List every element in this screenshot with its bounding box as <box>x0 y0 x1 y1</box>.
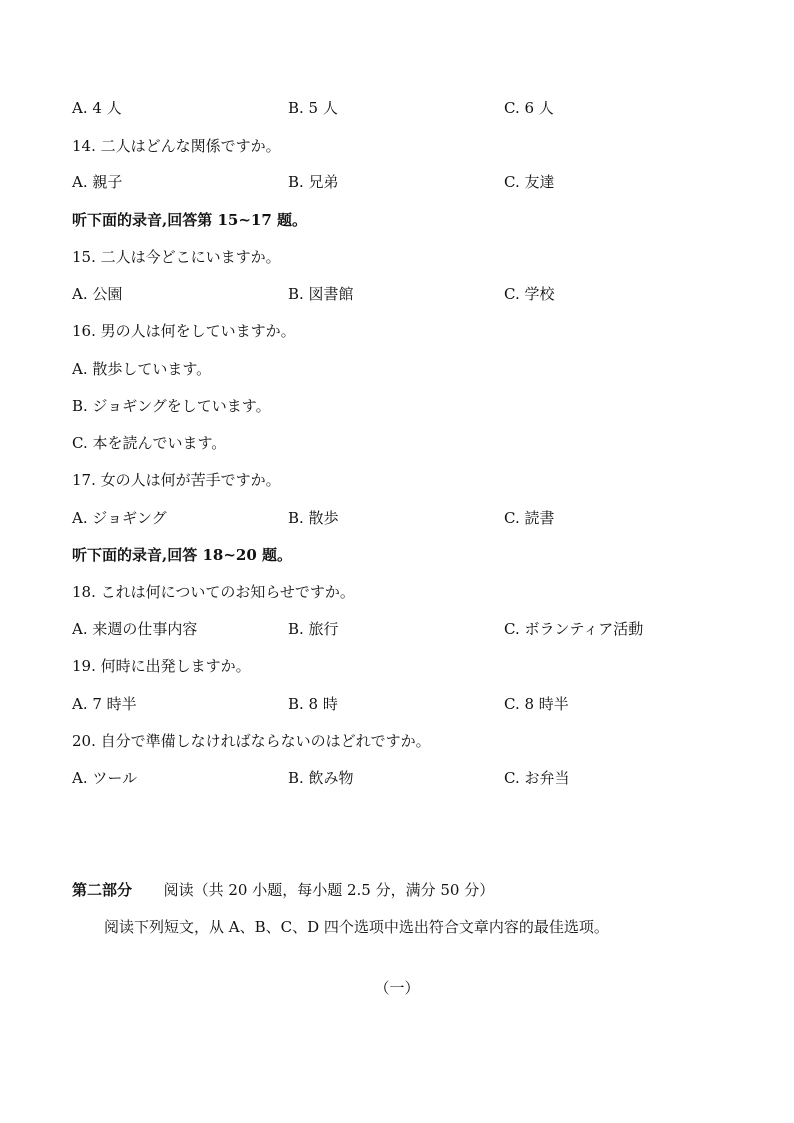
answer-option: A. 来週の仕事内容 <box>72 620 198 638</box>
answer-option: C. 6 人 <box>504 99 554 117</box>
answer-option: C. 友達 <box>504 173 555 191</box>
question-text: 18. これは何についてのお知らせですか。 <box>72 583 355 601</box>
question-text: 17. 女の人は何が苦手ですか。 <box>72 471 281 489</box>
section-instruction: 阅读下列短文，从 A、B、C、D 四个选项中选出符合文章内容的最佳选项。 <box>104 918 609 936</box>
section-header <box>72 880 494 900</box>
answer-option: C. 読書 <box>504 509 555 527</box>
answer-option: A. 親子 <box>72 173 123 191</box>
question-text: 15. 二人は今どこにいますか。 <box>72 248 281 266</box>
section-subtitle: 阅读（共 20 小题，每小题 2.5 分，满分 50 分） <box>163 881 495 899</box>
listening-instruction: 听下面的录音,回答第 15~17 题。 <box>72 211 307 229</box>
question-text: B. ジョギングをしています。 <box>72 397 271 415</box>
answer-option: C. お弁当 <box>504 769 570 787</box>
answer-option: C. ボランティア活動 <box>504 620 644 638</box>
answer-option: C. 学校 <box>504 285 555 303</box>
question-text: 14. 二人はどんな関係ですか。 <box>72 137 281 155</box>
question-text: 20. 自分で準備しなければならないのはどれですか。 <box>72 732 431 750</box>
answer-option: A. ジョギング <box>72 509 167 527</box>
section-title: 第二部分 <box>72 881 133 899</box>
question-text: C. 本を読んでいます。 <box>72 434 227 452</box>
answer-option: B. 図書館 <box>288 285 354 303</box>
answer-option: B. 兄弟 <box>288 173 339 191</box>
answer-option: C. 8 時半 <box>504 695 569 713</box>
answer-option: B. 旅行 <box>288 620 339 638</box>
answer-option: B. 飲み物 <box>288 769 354 787</box>
answer-option: B. 8 時 <box>288 695 338 713</box>
listening-instruction: 听下面的录音,回答 18~20 题。 <box>72 546 292 564</box>
question-text: 16. 男の人は何をしていますか。 <box>72 322 296 340</box>
answer-option: A. 公園 <box>72 285 123 303</box>
passage-number: （一） <box>374 979 420 997</box>
answer-option: A. 4 人 <box>72 99 122 117</box>
answer-option: B. 散歩 <box>288 509 339 527</box>
answer-option: B. 5 人 <box>288 99 338 117</box>
answer-option: A. 7 時半 <box>72 695 137 713</box>
question-text: A. 散歩しています。 <box>72 360 212 378</box>
question-text: 19. 何時に出発しますか。 <box>72 657 251 675</box>
answer-option: A. ツール <box>72 769 138 787</box>
